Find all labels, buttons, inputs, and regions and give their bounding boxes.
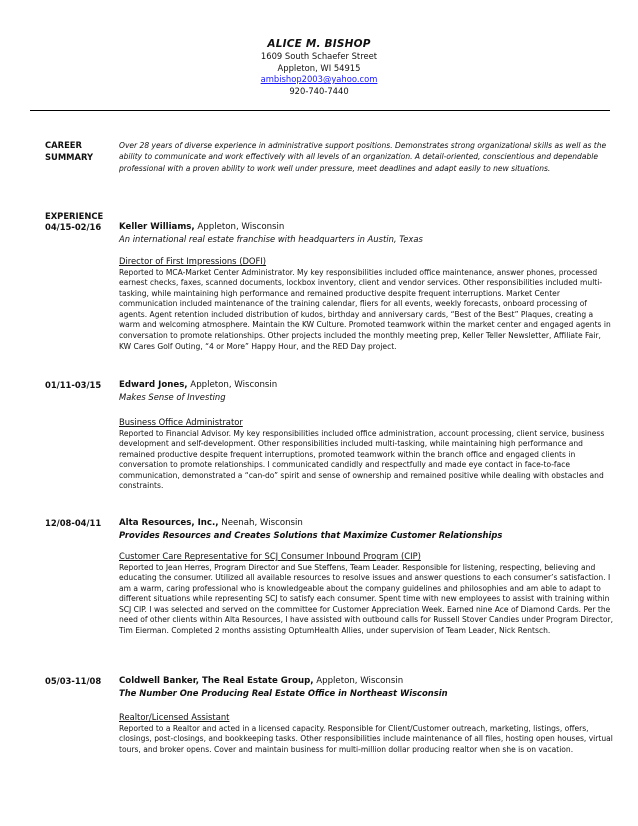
- company-tagline: Provides Resources and Creates Solutions that Maximize Customer Relationships: [119, 529, 503, 540]
- job-dates: 04/15-02/16: [45, 222, 102, 232]
- job-dates: 05/03-11/08: [45, 676, 102, 686]
- job-title: Customer Care Representative for SCJ Consumer Inbound Program (CIP): [119, 551, 421, 561]
- company-name: Edward Jones,: [119, 380, 188, 390]
- company-location: Appleton, Wisconsin: [194, 222, 285, 232]
- job-title: Realtor/Licensed Assistant: [119, 712, 230, 722]
- street-address: 1609 South Schaefer Street: [260, 51, 378, 61]
- header-divider: [30, 110, 610, 111]
- job-employer: [119, 518, 614, 530]
- company-tagline: Makes Sense of Investing: [119, 391, 226, 402]
- summary-label-line1: CAREER: [45, 140, 82, 150]
- job-description: Reported to MCA-Market Center Administrator. My key responsibilities included office maintenance, answer phones, processed earnest checks, faxes, scanned documents, lockbox inventory, client and vendor services. Other responsibilities included multi-tasking, while maintaining high performance and remained productive despite frequent interruptions. Market Center communication included maintenance of the training calendar, fliers for all events, weekly forecasts, onboard processing of agents. Agent retention included distribution of kudos, birthday and anniversary cards, “Best of the Best” Plaques, creating a warm and welcoming atmosphere. Maintain the KW Culture. Promoted teamwork within the market center and engaged agents in conversation to promote relationships. Other projects included the monthly meeting prep, Keller Teller Newsletter, Affiliate Fair, KW Cares Golf Outing, “4 or More” Happy Hour, and the RED Day project.: [119, 267, 611, 351]
- phone-number: 920-740-7440: [289, 85, 349, 96]
- company-tagline: An international real estate franchise with headquarters in Austin, Texas: [119, 233, 423, 244]
- city-state-zip: Appleton, WI 54915: [277, 62, 361, 73]
- experience-label: EXPERIENCE: [45, 211, 104, 221]
- company-location: Neenah, Wisconsin: [218, 518, 303, 528]
- company-tagline: The Number One Producing Real Estate Office in Northeast Wisconsin: [119, 687, 448, 698]
- company-name: Coldwell Banker, The Real Estate Group,: [119, 676, 314, 686]
- candidate-name: ALICE M. BISHOP: [267, 38, 371, 50]
- company-location: Appleton, Wisconsin: [187, 380, 278, 390]
- company-name: Keller Williams,: [119, 222, 195, 232]
- resume-header: [0, 38, 638, 97]
- email-link[interactable]: ambishop2003@yahoo.com: [260, 74, 378, 84]
- summary-label-line2: SUMMARY: [45, 152, 94, 162]
- job-employer: [119, 380, 614, 392]
- job-dates: 01/11-03/15: [45, 380, 102, 390]
- company-location: Appleton, Wisconsin: [313, 676, 404, 686]
- job-description: Reported to a Realtor and acted in a licensed capacity. Responsible for Client/Customer outreach, marketing, listings, offers, closings, post-closings, and bookkeeping tasks. Other responsibilities include maintenance of all files, hosting open houses, virtual tours, and broker opens. Cover and maintain business for multi-million dollar producing realtor when she is on vacation.: [119, 723, 613, 754]
- job-title: Director of First Impressions (DOFI): [119, 256, 267, 266]
- job-description: Reported to Financial Advisor. My key responsibilities included office administration, account processing, client service, business development and self-development. Other responsibilities included multi-tasking, while maintaining high performance and remained productive despite frequent interruptions, promoted teamwork within the branch office and engaged clients in conversation to promote relationships. I communicated candidly and respectfully and made eye contact in face-to-face communication, demonstrated a “can-do” spirit and sense of ownership and remained positive while dealing with obstacles and constraints.: [119, 428, 605, 491]
- job-employer: [119, 676, 614, 688]
- job-description: Reported to Jean Herres, Program Director and Sue Steffens, Team Leader. Responsible for listening, respecting, believing and educating the consumer. Utilized all available resources to resolve issues and answer questions to each consumer’s satisfaction. I am a warm, caring professional who is knowledgeable about the company guidelines and philosophies and am able to adapt to different situations while representing SCJ to satisfy each consumer. Spent time with new employees to assist with training within SCJ CIP. I was selected and served on the committee for Customer Appreciation Week. Earned nine Ace of Diamond Cards. Per the need of other clients within Alta Resources, I have assisted with outbound calls for Russell Stover Candies under Program Director, Tim Eierman. Completed 2 months assisting OptumHealth Allies, under supervision of Team Leader, Nick Rentsch.: [119, 562, 613, 636]
- summary-text: Over 28 years of diverse experience in administrative support positions. Demonstrates strong organizational skills as well as the ability to communicate and work effectively with all levels of an organization. A detail-oriented, conscientious and dependable professional with a proven ability to work well under pressure, meet deadlines and adapt easily to new situations.: [119, 141, 607, 173]
- company-name: Alta Resources, Inc.,: [119, 518, 219, 528]
- job-employer: [119, 222, 614, 234]
- job-dates: 12/08-04/11: [45, 518, 102, 528]
- job-title: Business Office Administrator: [119, 417, 243, 427]
